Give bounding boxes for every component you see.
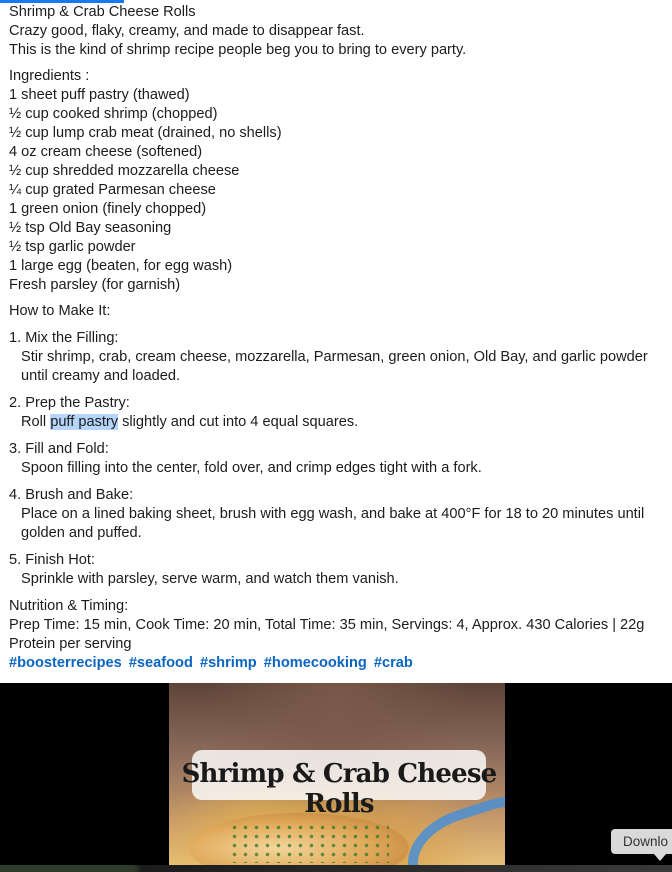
step-text: Sprinkle with parsley, serve warm, and watch them vanish. [21,571,399,587]
step-title: 5. Finish Hot: [9,552,95,568]
ingredients-list [9,86,664,295]
post-intro: This is the kind of shrimp recipe people beg you to bring to every party. [9,42,467,58]
ingredient-item: 1 sheet puff pastry (thawed) [9,87,190,103]
ingredient-item: ½ tsp Old Bay seasoning [9,220,172,236]
howto-heading: How to Make It: [9,303,111,319]
photo-herbs [229,823,389,863]
hashtag-link[interactable]: #homecooking [263,655,367,671]
step-2 [9,394,664,432]
step-text [9,413,664,432]
post-media[interactable] [0,683,672,872]
recipe-photo[interactable] [169,683,505,866]
hashtag-link[interactable]: #shrimp [199,655,257,671]
download-tooltip[interactable]: Downlo [611,829,672,854]
hashtag-link[interactable]: #boosterrecipes [9,655,122,671]
step-title: 3. Fill and Fold: [9,441,109,457]
ingredient-item: ½ tsp garlic powder [9,239,136,255]
ingredient-item: ½ cup lump crab meat (drained, no shells) [9,125,282,141]
post-tagline: Crazy good, flaky, creamy, and made to disappear fast. [9,23,365,39]
ingredient-item: Fresh parsley (for garnish) [9,277,181,293]
step-text: Place on a lined baking sheet, brush with egg wash, and bake at 400°F for 18 to 20 minutes until golden and puffed. [21,506,645,541]
tooltip-caret-icon [654,854,666,861]
step-1 [9,329,664,386]
step-title: 1. Mix the Filling: [9,330,119,346]
photo-title-line2: Rolls [304,789,374,819]
ingredients-heading: Ingredients : [9,68,90,84]
step-text: Spoon filling into the center, fold over, and crimp edges tight with a fork. [21,460,482,476]
nutrition-text: Prep Time: 15 min, Cook Time: 20 min, Total Time: 35 min, Servings: 4, Approx. 430 Calories | 22g Protein per serving [9,617,645,652]
ingredient-item: 1 green onion (finely chopped) [9,201,207,217]
ingredient-item: 4 oz cream cheese (softened) [9,144,203,160]
step-text-post: slightly and cut into 4 equal squares. [118,414,359,430]
ingredient-item: ¼ cup grated Parmesan cheese [9,182,216,198]
step-title: 4. Brush and Bake: [9,487,134,503]
photo-title-line1: Shrimp & Crab Cheese [181,759,497,789]
selected-text[interactable]: puff pastry [50,414,119,430]
nutrition-heading: Nutrition & Timing: [9,598,129,614]
hashtag-link[interactable]: #crab [373,655,413,671]
step-5 [9,551,664,589]
step-4 [9,486,664,543]
ingredient-item: 1 large egg (beaten, for egg wash) [9,258,233,274]
next-media-strip [0,865,672,872]
hashtags [9,654,664,673]
hashtag-link[interactable]: #seafood [128,655,193,671]
step-text-pre: Roll [21,414,51,430]
ingredient-item: ½ cup shredded mozzarella cheese [9,163,240,179]
post-title: Shrimp & Crab Cheese Rolls [9,4,196,20]
step-text: Stir shrimp, crab, cream cheese, mozzarella, Parmesan, green onion, Old Bay, and garlic powder until creamy and loaded. [21,349,648,384]
post-body [9,3,664,673]
ingredient-item: ½ cup cooked shrimp (chopped) [9,106,218,122]
step-3 [9,440,664,478]
step-title: 2. Prep the Pastry: [9,395,130,411]
photo-title [169,759,505,819]
